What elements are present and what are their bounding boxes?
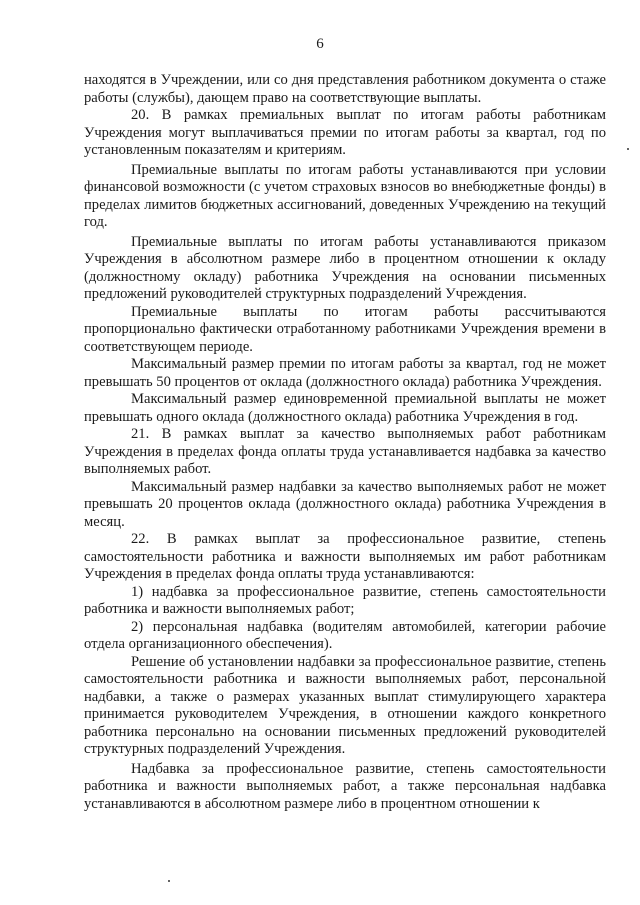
- page-number: 6: [316, 36, 324, 52]
- paragraph: Максимальный размер надбавки за качество выполняемых работ не может превышать 20 процентов оклада (должностного оклада) работника Учреждения в месяц.: [84, 478, 606, 530]
- paragraph: Премиальные выплаты по итогам работы устанавливаются при условии финансовой возможности (с учетом страховых взносов во внебюджетные фонды) в пределах лимитов бюджетных ассигнований, доведенных Учреждению на текущий год.: [84, 161, 606, 230]
- scan-speck: [168, 880, 170, 882]
- paragraph: находятся в Учреждении, или со дня представления работником документа о стаже работы (службы), дающем право на соответствующие выплаты.: [84, 72, 606, 106]
- paragraph: Премиальные выплаты по итогам работы устанавливаются приказом Учреждения в абсолютном размере либо в процентном отношении к окладу (должностному окладу) работника Учреждения на основании письменных предложений руководителей структурных подразделений Учреждения.: [84, 233, 606, 302]
- paragraph: Максимальный размер премии по итогам работы за квартал, год не может превышать 50 процентов от оклада (должностного оклада) работника Учреждения.: [84, 356, 606, 390]
- paragraph: 2) персональная надбавка (водителям автомобилей, категории рабочие отдела организационного обеспечения).: [84, 618, 606, 652]
- paragraph: Премиальные выплаты по итогам работы рассчитываются пропорционально фактически отработанному работниками Учреждения времени в соответствующем периоде.: [84, 303, 606, 355]
- paragraph: Решение об установлении надбавки за профессиональное развитие, степень самостоятельности работника и важности выполняемых работ, персональной надбавки, а также о размерах указанных выплат стимулирующего характера принимается руководителем Учреждения, в отношении каждого конкретного работника персонально на основании письменных предложений руководителей структурных подразделений Учреждения.: [84, 653, 606, 757]
- paragraph: 22. В рамках выплат за профессиональное развитие, степень самостоятельности работника и важности выполняемых им работ работникам Учреждения в пределах фонда оплаты труда устанавливаются:: [84, 531, 606, 582]
- paragraph: 1) надбавка за профессиональное развитие, степень самостоятельности работника и важности выполняемых работ;: [84, 583, 606, 617]
- scan-speck: [627, 148, 629, 150]
- paragraph: 21. В рамках выплат за качество выполняемых работ работникам Учреждения в пределах фонда оплаты труда устанавливается надбавка за качество выполняемых работ.: [84, 426, 606, 477]
- paragraph: Надбавка за профессиональное развитие, степень самостоятельности работника и важности выполняемых работ, а также персональная надбавка устанавливаются в абсолютном размере либо в процентном отношении к: [84, 760, 606, 812]
- document-body: [84, 72, 606, 813]
- paragraph: 20. В рамках премиальных выплат по итогам работы работникам Учреждения могут выплачиваться премии по итогам работы за квартал, год по установленным показателям и критериям.: [84, 107, 606, 158]
- paragraph: Максимальный размер единовременной премиальной выплаты не может превышать одного оклада (должностного оклада) работника Учреждения в год.: [84, 391, 606, 425]
